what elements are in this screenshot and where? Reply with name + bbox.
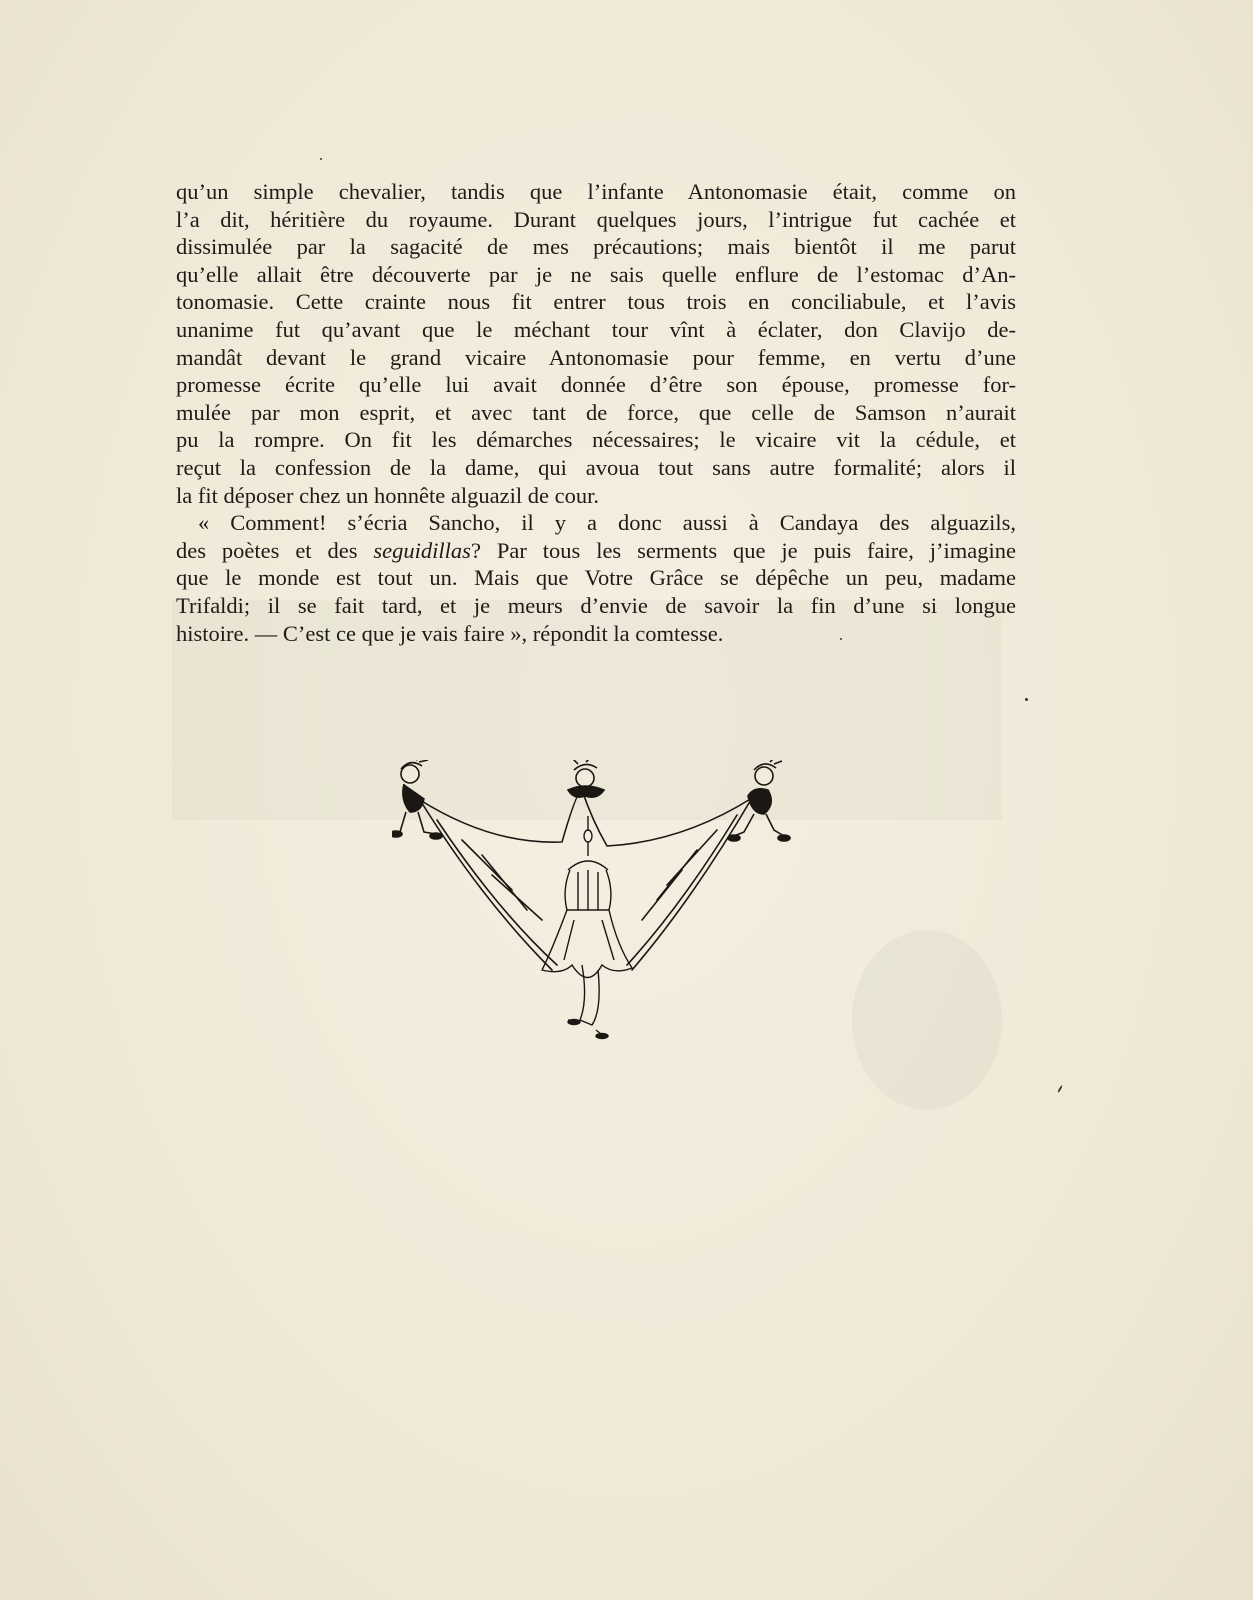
body-text xyxy=(176,178,1016,647)
left-figure xyxy=(392,760,442,839)
text-line: « Comment! s’écria Sancho, il y a donc aussi à Candaya des alguazils, xyxy=(198,510,1016,536)
show-through-emblem xyxy=(852,930,1002,1110)
text-line: qu’un simple chevalier, tandis que l’infante Antonomasie était, comme on xyxy=(176,179,1016,204)
text-line: dissimulée par la sagacité de mes précautions; mais bientôt il me parut xyxy=(176,234,1016,260)
text-line: unanime fut qu’avant que le méchant tour vînt à éclater, don Clavijo de- xyxy=(176,316,1016,342)
right-figure xyxy=(728,760,790,841)
text-line: promesse écrite qu’elle lui avait donnée d’être son épouse, promesse for- xyxy=(176,372,1016,398)
text-line: histoire. — C’est ce que je vais faire », répondit la comtesse. xyxy=(176,620,724,646)
text-segment: ? Par tous les serments que je puis faire, j’imagine xyxy=(470,537,1017,563)
text-line: qu’elle allait être découverte par je ne sais quelle enflure de l’estomac d’An- xyxy=(176,261,1016,287)
text-line: Trifaldi; il se fait tard, et je meurs d’envie de savoir la fin d’une si longue xyxy=(176,592,1016,618)
text-line: mandât devant le grand vicaire Antonomasie pour femme, en vertu d’une xyxy=(176,344,1016,370)
middle-figure xyxy=(568,760,604,797)
text-line: tonomasie. Cette crainte nous fit entrer tous trois en conciliabule, et l’avis xyxy=(176,289,1016,315)
paper-speck xyxy=(320,158,322,160)
text-line: reçut la confession de la dame, qui avoua tout sans autre formalité; alors il xyxy=(176,454,1016,480)
paper-speck xyxy=(1025,698,1028,701)
text-line: que le monde est tout un. Mais que Votre Grâce se dépêche un peu, madame xyxy=(176,565,1016,591)
paper-speck xyxy=(1057,1085,1063,1093)
italic-word: seguidillas xyxy=(373,537,471,563)
text-segment: des poètes et des xyxy=(176,537,358,563)
text-line: mulée par mon esprit, et avec tant de force, que celle de Samson n’aurait xyxy=(176,399,1016,425)
central-lady xyxy=(542,816,632,1039)
paper-speck xyxy=(840,638,842,640)
text-line: pu la rompre. On fit les démarches nécessaires; le vicaire vit la cédule, et xyxy=(176,427,1016,453)
vignette-illustration xyxy=(392,760,812,1070)
text-line: la fit déposer chez un honnête alguazil de cour. xyxy=(176,482,599,508)
text-line-italic-mix xyxy=(176,537,1016,565)
text-line: l’a dit, héritière du royaume. Durant quelques jours, l’intrigue fut cachée et xyxy=(176,206,1016,232)
